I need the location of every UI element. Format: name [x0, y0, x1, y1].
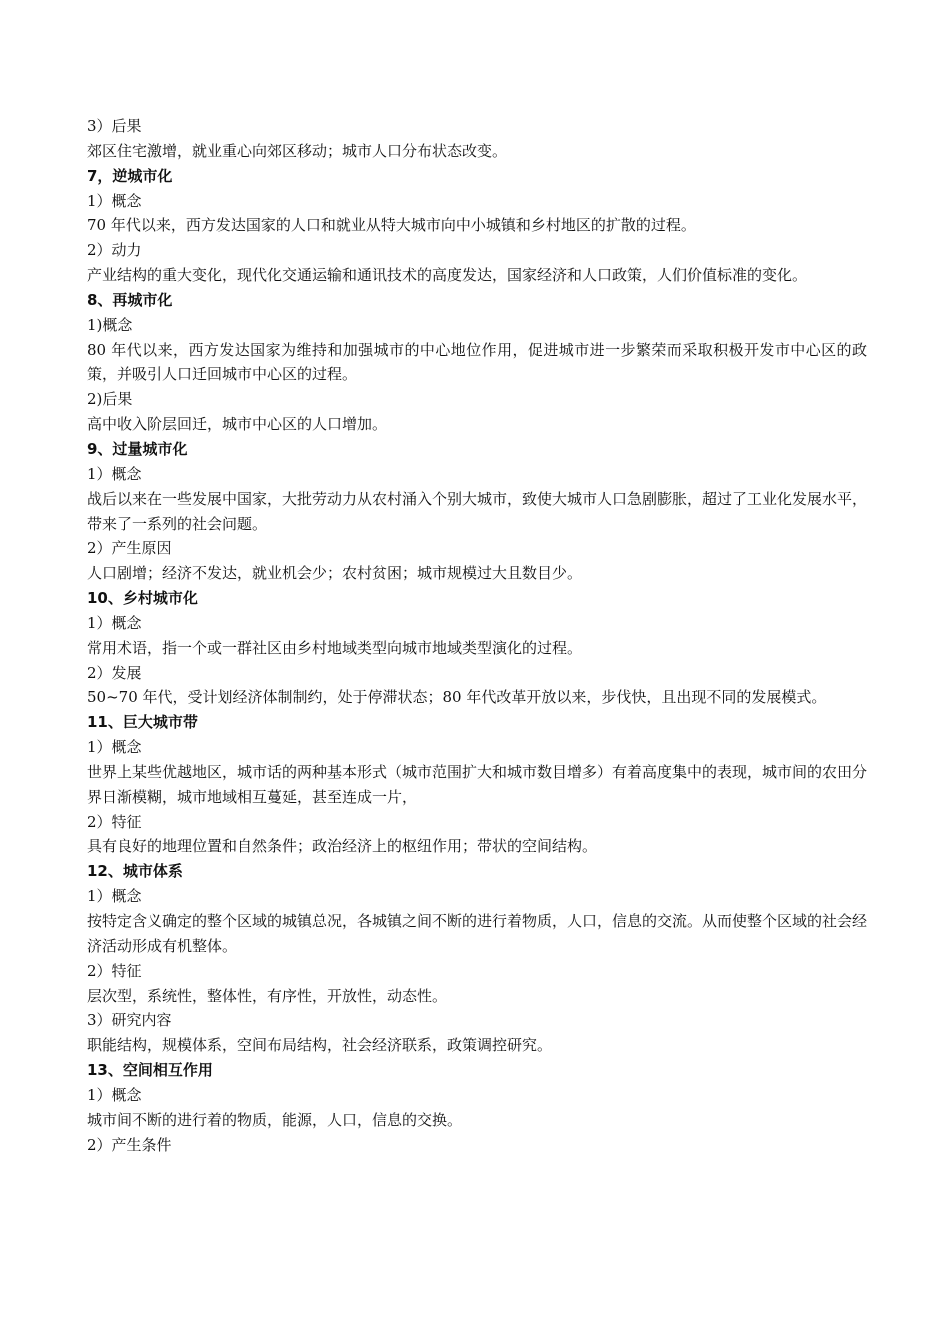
paragraph-text: 产业结构的重大变化，现代化交通运输和通讯技术的高度发达，国家经济和人口政策，人们价值标准的变化。: [87, 266, 808, 285]
subsection-label: 1）概念: [87, 887, 142, 906]
subsection-label: 2）特征: [87, 961, 142, 980]
subsection-label: 2)后果: [87, 390, 133, 409]
subsection-label: 1)概念: [87, 315, 133, 334]
subsection-label: 2）发展: [87, 663, 142, 682]
subsection-label: 2）产生条件: [87, 1135, 172, 1154]
section-heading: 9、过量城市化: [87, 439, 188, 458]
paragraph-text: 职能结构，规模体系，空间布局结构，社会经济联系，政策调控研究。: [87, 1036, 553, 1055]
subsection-label: 1）概念: [87, 613, 142, 632]
subsection-label: 3）研究内容: [87, 1011, 172, 1030]
paragraph-text: 郊区住宅激增，就业重心向郊区移动；城市人口分布状态改变。: [87, 141, 508, 160]
subsection-label: 1）概念: [87, 1085, 142, 1104]
paragraph-text: 按特定含义确定的整个区域的城镇总况，各城镇之间不断的进行着物质，人口，信息的交流。从而使整个区域的社会经济活动形成有机整体。: [87, 912, 868, 955]
paragraph-text: 层次型，系统性，整体性，有序性，开放性，动态性。: [87, 986, 448, 1005]
paragraph-text: 高中收入阶层回迁，城市中心区的人口增加。: [87, 415, 388, 434]
paragraph-text: 常用术语，指一个或一群社区由乡村地域类型向城市地域类型演化的过程。: [87, 638, 583, 657]
paragraph-text: 城市间不断的进行着的物质，能源，人口，信息的交换。: [87, 1110, 463, 1129]
section-heading: 12、城市体系: [87, 862, 183, 881]
subsection-label: 2）特征: [87, 812, 142, 831]
paragraph-text: 具有良好的地理位置和自然条件；政治经济上的枢纽作用；带状的空间结构。: [87, 837, 598, 856]
subsection-label: 1）概念: [87, 191, 142, 210]
subsection-label: 3）后果: [87, 117, 142, 135]
section-heading: 11、巨大城市带: [87, 713, 198, 732]
paragraph-text: 80 年代以来，西方发达国家为维持和加强城市的中心地位作用，促进城市进一步繁荣而采取积极开发市中心区的政策，并吸引人口迁回城市中心区的过程。: [87, 340, 867, 384]
subsection-label: 1）概念: [87, 464, 142, 483]
paragraph-text: 70 年代以来，西方发达国家的人口和就业从特大城市向中小城镇和乡村地区的扩散的过程。: [87, 216, 696, 235]
document-page: [87, 114, 867, 1157]
subsection-label: 2）产生原因: [87, 539, 172, 558]
paragraph-text: 世界上某些优越地区，城市话的两种基本形式（城市范围扩大和城市数目增多）有着高度集中的表现，城市间的农田分界日渐模糊，城市地域相互蔓延，甚至连成一片，: [87, 762, 868, 806]
subsection-label: 2）动力: [87, 241, 142, 260]
section-heading: 7，逆城市化: [87, 166, 173, 185]
section-heading: 13、空间相互作用: [87, 1061, 213, 1080]
section-heading: 10、乡村城市化: [87, 589, 198, 608]
section-heading: 8、再城市化: [87, 290, 173, 309]
subsection-label: 1）概念: [87, 738, 142, 757]
paragraph-text: 战后以来在一些发展中国家，大批劳动力从农村涌入个别大城市，致使大城市人口急剧膨胀，超过了工业化发展水平，带来了一系列的社会问题。: [87, 489, 868, 533]
paragraph-text: 人口剧增；经济不发达，就业机会少；农村贫困；城市规模过大且数目少。: [87, 564, 583, 583]
paragraph-text: 50~70 年代，受计划经济体制制约，处于停滞状态；80 年代改革开放以来，步伐快，且出现不同的发展模式。: [87, 688, 827, 707]
